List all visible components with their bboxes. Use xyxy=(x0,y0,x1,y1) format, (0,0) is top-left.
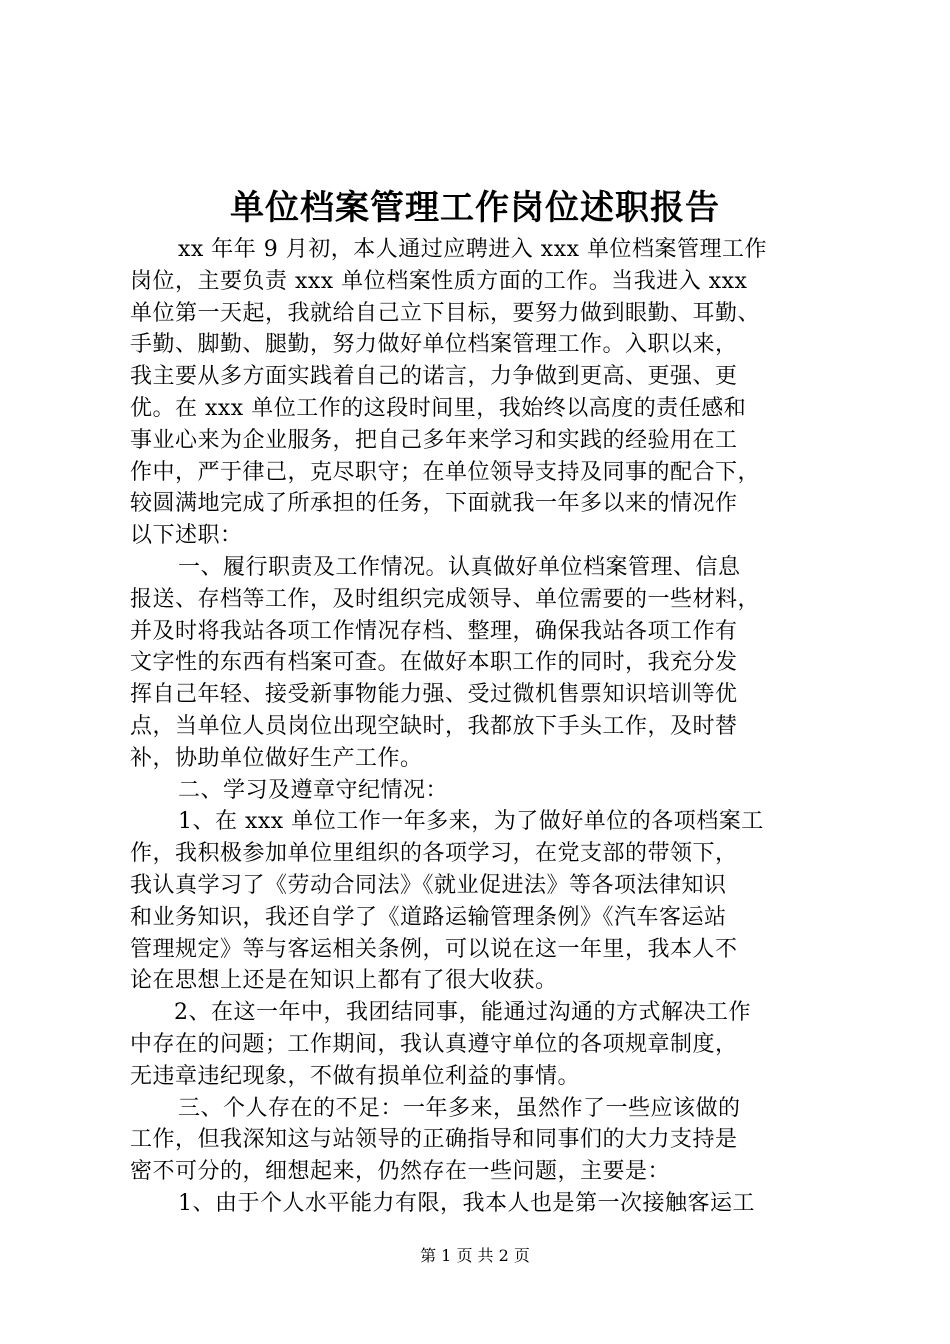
text-line: 事业心来为企业服务，把自己多年来学习和实践的经验用在工 xyxy=(130,427,738,453)
page-footer: 第 1 页 共 2 页 xyxy=(420,1246,530,1265)
text-line: 一、履行职责及工作情况。认真做好单位档案管理、信息 xyxy=(178,554,741,580)
text-line: 密不可分的，细想起来，仍然存在一些问题，主要是： xyxy=(130,1159,671,1185)
text-line: 我认真学习了《劳动合同法》《就业促进法》等各项法律知识 xyxy=(130,872,727,898)
document-title: 单位档案管理工作岗位述职报告 xyxy=(230,188,720,228)
text-line: 管理规定》等与客运相关条例，可以说在这一年里，我本人不 xyxy=(130,936,738,962)
text-line: 文字性的东西有档案可查。在做好本职工作的同时，我充分发 xyxy=(130,650,738,676)
text-line: 中存在的问题；工作期间，我认真遵守单位的各项规章制度， xyxy=(130,1031,738,1057)
text-line: 手勤、脚勤、腿勤，努力做好单位档案管理工作。入职以来， xyxy=(130,332,738,358)
text-line: 工作，但我深知这与站领导的正确指导和同事们的大力支持是 xyxy=(130,1127,738,1153)
text-line: 单位第一天起，我就给自己立下目标，要努力做到眼勤、耳勤、 xyxy=(130,300,761,326)
text-line: 无违章违纪现象，不做有损单位利益的事情。 xyxy=(130,1063,581,1089)
text-line: 作，我积极参加单位里组织的各项学习，在党支部的带领下， xyxy=(130,841,738,867)
text-line: 挥自己年轻、接受新事物能力强、受过微机售票知识培训等优 xyxy=(130,682,738,708)
text-line: 2、在这一年中，我团结同事，能通过沟通的方式解决工作 xyxy=(174,1000,751,1026)
text-line: 和业务知识，我还自学了《道路运输管理条例》《汽车客运站 xyxy=(130,904,727,930)
text-line: xx 年年 9 月初，本人通过应聘进入 xxx 单位档案管理工作 xyxy=(178,237,768,262)
text-line: 报送、存档等工作，及时组织完成领导、单位需要的一些材料， xyxy=(130,586,761,612)
text-line: 论在思想上还是在知识上都有了很大收获。 xyxy=(130,968,558,994)
text-line: 我主要从多方面实践着自己的诺言，力争做到更高、更强、更 xyxy=(130,364,738,390)
text-line: 以下述职： xyxy=(130,523,243,549)
text-line: 1、由于个人水平能力有限，我本人也是第一次接触客运工 xyxy=(178,1190,755,1216)
text-line: 补，协助单位做好生产工作。 xyxy=(130,745,423,771)
text-line: 1、在 xxx 单位工作一年多来，为了做好单位的各项档案工 xyxy=(178,809,764,835)
text-line: 优。在 xxx 单位工作的这段时间里，我始终以高度的责任感和 xyxy=(130,395,747,421)
text-line: 岗位，主要负责 xxx 单位档案性质方面的工作。当我进入 xxx xyxy=(130,268,748,294)
text-line: 较圆满地完成了所承担的任务，下面就我一年多以来的情况作 xyxy=(130,491,738,517)
text-line: 三、个人存在的不足：一年多来，虽然作了一些应该做的 xyxy=(178,1095,741,1121)
text-line: 点，当单位人员岗位出现空缺时，我都放下手头工作，及时替 xyxy=(130,713,738,739)
text-line: 作中，严于律己，克尽职守；在单位领导支持及同事的配合下， xyxy=(130,459,761,485)
document-body xyxy=(130,234,830,1220)
text-line: 并及时将我站各项工作情况存档、整理，确保我站各项工作有 xyxy=(130,618,738,644)
text-line: 二、学习及遵章守纪情况： xyxy=(178,777,449,803)
